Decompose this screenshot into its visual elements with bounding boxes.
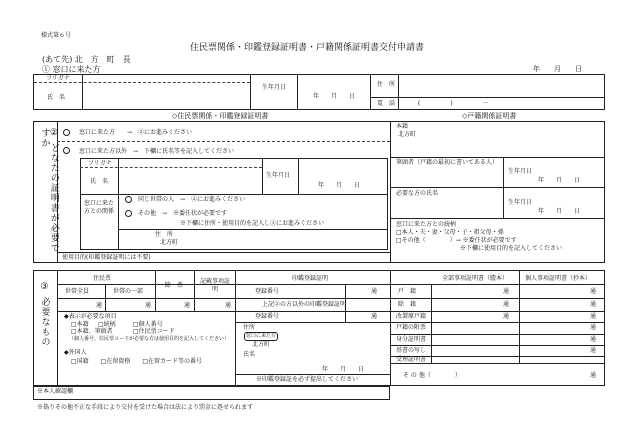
honseki-value: 北方町 <box>398 131 417 138</box>
other-option: 窓口に来た方以外 → 下欄に氏名等を記入してください <box>79 148 235 155</box>
target-name: 氏 名 <box>90 178 109 185</box>
count-joseki-part: 通 <box>590 301 597 308</box>
inkan-note: ※印鑑登録証を必ず提出してください <box>256 376 359 383</box>
other-option-radio[interactable] <box>63 147 70 154</box>
disp-opt-honseki[interactable]: □本籍 <box>71 321 89 328</box>
disp-label: ◆表示が必要な項目 <box>64 313 117 320</box>
relation-right-note: ※下欄に使用目的を記入してください <box>460 245 563 252</box>
setai-all: 世帯全員 <box>65 288 90 295</box>
row-joseki: 除 籍 <box>398 301 417 308</box>
count-joseki-all: 通 <box>503 301 510 308</box>
phone-field[interactable]: ( ) － <box>418 100 489 107</box>
other-relation-radio[interactable] <box>125 210 132 217</box>
count-kisho: 通 <box>590 347 597 354</box>
section1-box <box>33 74 605 110</box>
disp-opt-hittosha[interactable]: □本籍、筆頭者 <box>71 328 113 335</box>
name-label: 氏 名 <box>47 94 66 101</box>
target-birth-label: 生年月日 <box>266 172 291 179</box>
jokihyo-header: 除 票 <box>165 282 184 289</box>
target-furigana: フリガナ <box>88 160 112 167</box>
footer-id-box <box>33 386 390 400</box>
row-kisho: 基書の写し <box>396 347 427 354</box>
target-person-box <box>80 158 388 250</box>
inkan-count: 通 <box>371 288 378 295</box>
row-kaisei: 改製原戸籍 <box>396 313 427 320</box>
jokihyo-count: 通 <box>184 302 191 309</box>
count-fuhyo: 通 <box>590 324 597 331</box>
head-birth-label: 生年月日 <box>508 168 533 175</box>
koseki-all-header: 全部事項証明書（謄本） <box>442 275 509 282</box>
head-birth-date: 年 月 日 <box>538 177 581 184</box>
inkan-addr-label: 住所 <box>243 324 256 331</box>
self-option-radio[interactable] <box>63 129 70 136</box>
relation-label: 窓口に来た方との関係 <box>84 200 115 216</box>
target-address-label: 住 所 <box>155 231 174 238</box>
relation-right-label: 窓口に来た方との続柄 <box>396 221 457 228</box>
application-date: 年 月 日 <box>533 65 582 73</box>
inkan-header: 印鑑登録証明 <box>292 275 329 282</box>
addr-box-label: 窓口に来た方 <box>246 333 277 339</box>
relation-right-opts[interactable]: □本人・夫・妻・父母・子・祖父母・孫 <box>396 229 504 236</box>
purpose-label: 使用目的(印鑑登録証明には不要) <box>62 254 151 261</box>
count-mibun: 通 <box>590 336 597 343</box>
inkan-name-label: 氏名 <box>243 351 256 358</box>
count-kaisei-part: 通 <box>590 313 597 320</box>
honseki-label: 本籍 <box>396 123 409 130</box>
juminhyo-header: 住民票 <box>93 275 112 282</box>
row-mibun: 身分証明書 <box>396 336 427 343</box>
other-relation-note: ※下欄に住所・使用目的を記入し③にお進みください <box>180 220 325 227</box>
setai-part: 世帯の一部 <box>113 288 144 295</box>
section2-header-left: ◇住民票関係・印鑑登録証明書 <box>172 112 269 120</box>
inkan-no-label2: 登録番号 <box>255 313 280 320</box>
head-label: 筆頭者（戸籍の最初に書いてある人） <box>396 159 499 166</box>
needed-birth-date: 年 月 日 <box>538 208 581 215</box>
other-relation: その他 → ※委任状が必要です <box>138 210 228 217</box>
section3-label: ③ 必要なもの <box>39 282 50 347</box>
setai-part-count: 通 <box>145 302 152 309</box>
footer-id-label: ※本人確認欄 <box>37 388 74 395</box>
birth-label: 生年月日 <box>262 84 287 91</box>
inkan-count2: 通 <box>371 313 378 320</box>
count-other: 通 <box>590 372 597 379</box>
disp-opt-kojin[interactable]: □個人番号 <box>133 321 163 328</box>
row-juri: 受理証明書 <box>396 356 427 363</box>
row-fuhyo: 戸籍の附票 <box>396 324 427 331</box>
inkan-no-label: 登録番号 <box>255 288 280 295</box>
count-kaisei-all: 通 <box>503 313 510 320</box>
page-title: 住民票関係・印鑑登録証明書・戸籍関係証明書交付申請書 <box>190 43 425 53</box>
same-household-radio[interactable] <box>125 196 132 203</box>
kisai-count: 通 <box>225 302 232 309</box>
same-household: 同じ世帯の人 → ②にお進みください <box>138 196 246 203</box>
row-other: そ の 他（ ） <box>403 372 461 379</box>
inkan-other: 上記②の方以外の印鑑登録証明 <box>262 301 347 308</box>
target-birth-date: 年 月 日 <box>318 182 361 189</box>
inkan-addr-value: 北方町 <box>252 341 271 348</box>
disp-opt-code[interactable]: □住民票コード <box>133 328 175 335</box>
phone-label: 電 話 <box>377 100 396 107</box>
disp-opt-zokugara[interactable]: □続柄 <box>98 321 116 328</box>
koseki-part-header: 個人事項証明書（抄本） <box>525 275 592 282</box>
form-number: 様式第６号 <box>41 32 72 39</box>
setai-all-count: 通 <box>96 302 103 309</box>
row-koseki: 戸 籍 <box>398 288 417 295</box>
address-label: 住 所 <box>377 81 396 88</box>
count-koseki-all: 通 <box>503 288 510 295</box>
section2-header-right: ◇戸籍関係証明書 <box>462 112 517 120</box>
disp-note: （個人番号、住民票コードが必要な方は使用目的を記入してください） <box>69 336 230 342</box>
foreign-label: ◆外国人 <box>64 349 87 356</box>
needed-name-label: 必要な方の氏名 <box>396 190 439 197</box>
count-koseki-part: 通 <box>590 288 597 295</box>
footer-note: ※偽りその他不正な手段により交付を受けた場合は法により罰金に処せられます <box>37 404 254 411</box>
birth-date: 年 月 日 <box>313 93 356 100</box>
foreign-opts[interactable]: □国籍 □在留資格 □在留カード等の番号 <box>71 358 203 365</box>
furigana-label: フリガナ <box>46 75 70 82</box>
relation-right-other[interactable]: □その他（ ）→ ※委任状が必要です <box>396 237 517 244</box>
kisai-header: 記載事項証明 <box>200 278 231 293</box>
addressee: (あて先) 北 方 町 長 <box>42 55 131 64</box>
self-option: 窓口に来た方 → ②にお進みください <box>79 129 193 136</box>
section1-label: ① 窓口に来た方 <box>42 65 101 74</box>
section2-label: ② どなたの証明書が必要ですか <box>39 128 59 253</box>
target-address-value: 北方町 <box>160 239 179 246</box>
inkan-birth: 年 月 日 <box>322 366 365 373</box>
needed-birth-label: 生年月日 <box>508 199 533 206</box>
